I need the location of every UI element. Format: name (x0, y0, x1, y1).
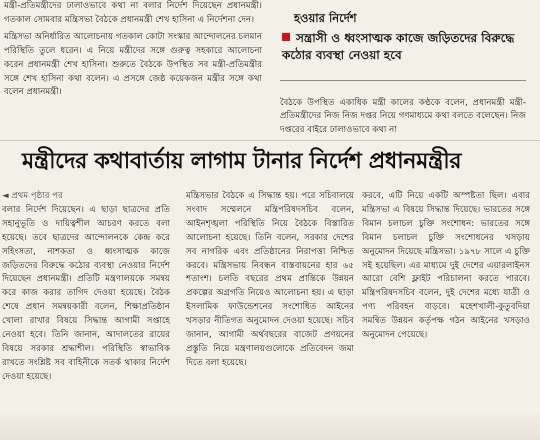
column-1 (2, 190, 170, 440)
dateline: ◄ প্রথম পৃষ্ঠার পর (2, 191, 63, 201)
top-left-para-1: মন্ত্রী-প্রতিমন্ত্রীদের ঢালাওভাবে কথা না বলার নির্দেশ দিয়েছেন প্রধানমন্ত্রী। গতকাল সোমবার মন্ত্রিসভা বৈঠকে প্রধানমন্ত্রী শেখ হাসিনা এ নির্দেশনা দেন। (4, 1, 262, 25)
headline: মন্ত্রীদের কথাবার্তায় লাগাম টানার নির্দেশ প্রধানমন্ত্রীর (22, 149, 462, 174)
column-2-text: মন্ত্রিসভার বৈঠকে এ সিদ্ধান্ত হয়। পরে সচিবালয়ে সংবাদ সম্মেলনে মন্ত্রিপরিষদসচিব বলেন, আইনশৃঙ্খলা পরিস্থিতি নিয়ে বৈঠকে বিস্তারিত আলোচনা হয়েছে। তিনি বলেন, সরকার দেশের সব নাগরিক এবং প্রতিষ্ঠানের নিরাপত্তা নিশ্চিত করবে। মন্ত্রিসভায় নিবন্ধন বাস্তবায়নের হার ৬৫ শতাংশ। চলতি বছরের প্রথম প্রান্তিকে উন্নয়ন প্রকল্পের অগ্রগতি নিয়েও আলোচনা হয়। এ ছাড়া ইসলামিক ফাউন্ডেশনের সংশোধিত আইনের খসড়ার নীতিগত অনুমোদন দেওয়া হয়েছে। সচিব জানান, আগামী অর্থবছরের বাজেট প্রণয়নের প্রস্তুতি নিয়ে মন্ত্রণালয়গুলোকে প্রতিবেদন জমা দিতে বলা হয়েছে। (186, 191, 354, 368)
red-square-bullet-icon (282, 33, 290, 41)
divider (280, 80, 526, 81)
top-left-para-2: মন্ত্রিসভা অনির্ধারিত আলোচনায় গতকাল কোটা সংস্কার আন্দোলনের চলমান পরিস্থিতি তুলে ধরেন। এ নিয়ে মন্ত্রীদের সঙ্গে গুরুত্ব সহকারে আলোচনা করেন প্রধানমন্ত্রী শেখ হাসিনা। শুরুতে বৈঠকে উপস্থিত সব মন্ত্রী-প্রতিমন্ত্রীর সঙ্গে শেখ হাসিনা কথা বলেন। এ প্রসঙ্গে জেষ্ঠ কয়েকজন মন্ত্রীর সঙ্গে কথা বলেন প্রধানমন্ত্রী। (4, 31, 262, 98)
column-3 (362, 190, 530, 440)
kicker: হওয়ার নির্দেশ (294, 11, 357, 25)
column-3-text: করবে, এটি নিয়ে একটি অস্পষ্টতা ছিল। এবার মন্ত্রিসভা এ বিষয়ে সিদ্ধান্ত দিয়েছে। ভারতের সঙ্গে বিমান চলাচল চুক্তি সংশোধন: ভারতের সঙ্গে বিমান চলাচল চুক্তি সংশোধনের খসড়ায় অনুমোদন দিয়েছে মন্ত্রিসভা। ১৯৭৮ সালে এ চুক্তি সই হয়েছিল। এর মাধ্যমে দুই দেশের এয়ারলাইনস আরো বেশি ফ্লাইট পরিচালনা করতে পারবে। মন্ত্রিপরিষদসচিব বলেন, দুই দেশের মধ্যে যাত্রী ও পণ্য পরিবহন বাড়বে। মহেশখালী-কুতুবদিয়া সমন্বিত উন্নয়ন কর্তৃপক্ষ গঠন আইনের খসড়াও অনুমোদন পেয়েছে। (362, 191, 530, 341)
brief-body: বৈঠকে উপস্থিত একাধিক মন্ত্রী কালের কণ্ঠকে বলেন, প্রধানমন্ত্রী মন্ত্রী-প্রতিমন্ত্রীদের নিজ নিজ দপ্তর নিয়ে গণমাধ্যমে কথা বলতে বলেছেন। নিজ দপ্তরের বাইরে ঢালাওভাবে কথা না (280, 98, 526, 135)
headline-bar (0, 140, 540, 184)
column-1-text: বলার নির্দেশ দিয়েছেন। এ ছাড়া ছাত্রদের প্রতি সহানুভূতি ও দায়িত্বশীল আচরণ করতে বলা হয়েছে। তবে ছাত্রদের আন্দোলনকে কেন্দ্র করে সহিংসতা, নাশকতা ও ধ্বংসাত্মক কাজে জড়িতদের বিরুদ্ধে কঠোর ব্যবস্থা নেওয়ার নির্দেশ দিয়েছেন প্রধানমন্ত্রী। প্রতিটি মন্ত্রণালয়কে সমন্বয় করে কাজ করার তাগিদ দেওয়া হয়েছে। বৈঠক শেষে প্রধান সমন্বয়কারী বলেন, শিক্ষাপ্রতিষ্ঠান খোলা রাখার বিষয়ে সিদ্ধান্ত আগামী সপ্তাহে নেওয়া হবে। তিনি জানান, আদালতের রায়ের বিষয়ে সরকার শ্রদ্ধাশীল। পরিস্থিতি স্বাভাবিক রাখতে সংশ্লিষ্ট সব বাহিনীকে সতর্ক থাকার নির্দেশ দেওয়া হয়েছে। (2, 204, 170, 382)
highlight-text: সন্ত্রাসী ও ধ্বংসাত্মক কাজে জড়িতদের বিরুদ্ধে কঠোর ব্যবস্থা নেওয়া হবে (282, 31, 515, 62)
highlight-point (282, 30, 522, 63)
column-2 (186, 190, 354, 440)
page-fold-shadow (0, 412, 540, 440)
